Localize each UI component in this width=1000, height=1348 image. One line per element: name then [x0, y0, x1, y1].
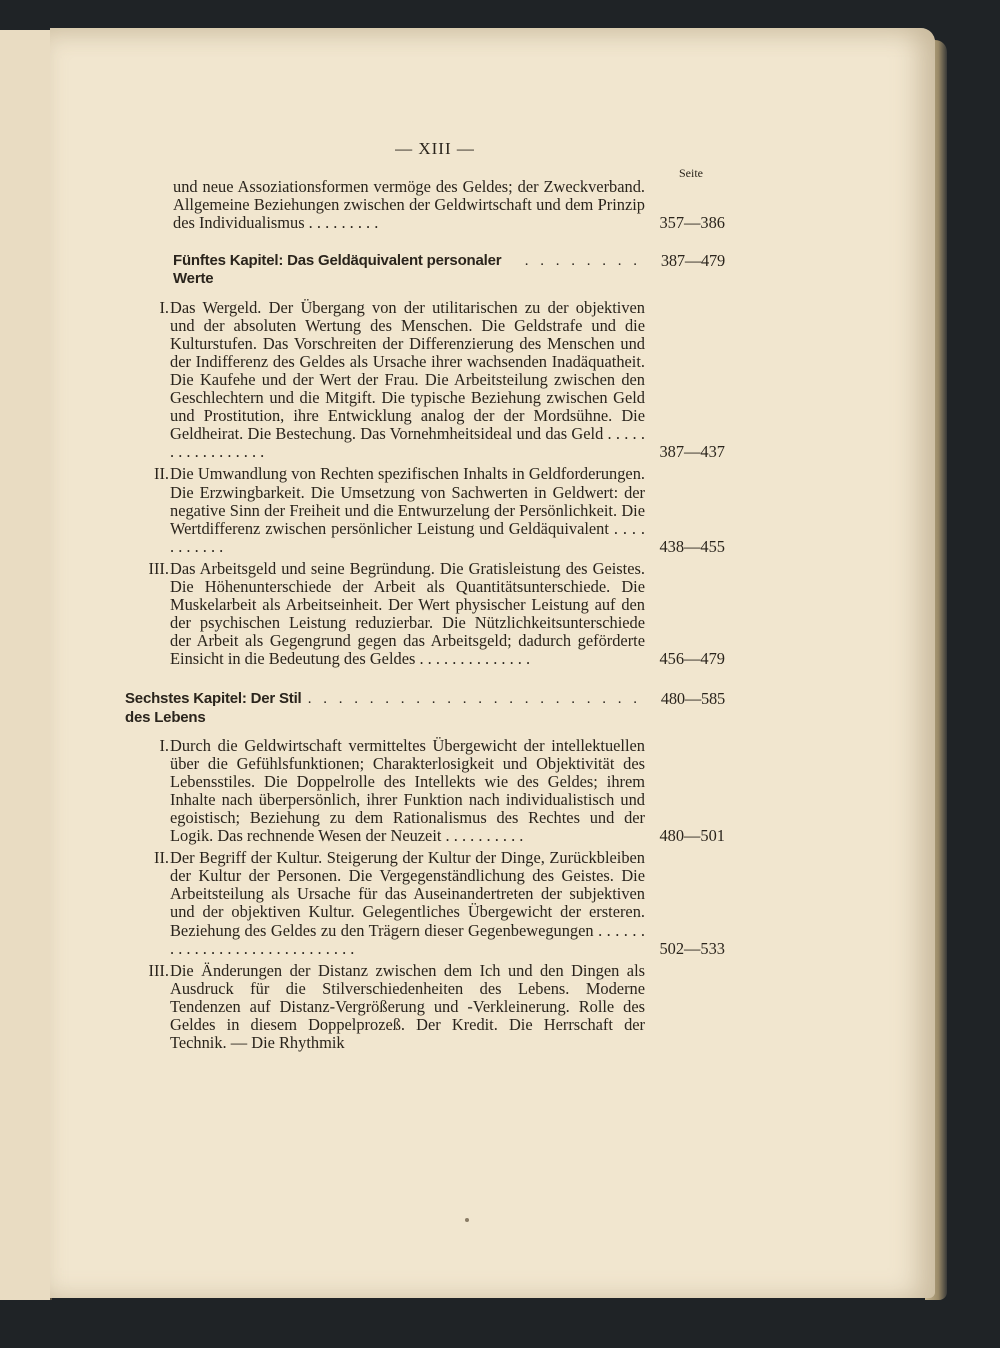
- toc-entry-text: [173, 178, 645, 232]
- section-text-content: Das Arbeitsgeld und seine Begründung. Die Gratisleistung des Geistes. Die Höhenunterschiede der Arbeit als Quantitätsunterschiede. Die Muskelarbeit als Arbeitseinheit. Der Wert physischer Leistung auf den der psychischen Leistung reduzierbar. Die Nützlichkeitsunterschiede der Arbeit als Gegengrund gegen das Arbeitsgeld; dadurch geförderte Einsicht in die Bedeutung des Geldes: [170, 558, 645, 669]
- section-text: [170, 560, 645, 669]
- section-numeral: III.: [148, 558, 169, 578]
- section-text: [170, 962, 645, 1052]
- page-number: — XIII —: [395, 139, 475, 158]
- toc-section: [125, 849, 725, 958]
- leader-dots: . . . . . . . . . . . . . . . . .: [170, 424, 645, 462]
- toc-section: [125, 299, 725, 462]
- paper-speck: [465, 1218, 469, 1222]
- facing-page-edge: [0, 30, 52, 1300]
- leader-dots: . . . . . . . . . . . . . . . . . . . . . .: [307, 691, 641, 708]
- toc-entry-intro: [125, 178, 725, 232]
- toc-section: [125, 465, 725, 555]
- section-text-content: Das Wergeld. Der Übergang von der utilitarischen zu der objektiven und der absoluten Wertung des Menschen. Die Geldstrafe und die Kulturstufen. Das Vorschreiten der Differenzierung des Menschen und der Indifferenz des Geldes als Ursache ihrer wachsenden Inadäquatheit. Die Kaufehe und der Wert der Frau. Die Arbeitsteilung zwischen den Geschlechtern und die Mitgift. Die typische Beziehung zwischen Geld und Prostitution, ihre Entwicklung analog der der Mordsühne. Die Geldheirat. Die Bestechung. Das Vornehmheitsideal und das Geld: [170, 297, 645, 444]
- section-text: [170, 465, 645, 555]
- section-pages: 480—501: [659, 826, 725, 846]
- leader-dots: . . . . . . . . . . . . . .: [415, 649, 531, 669]
- chapter-title: Fünftes Kapitel: Das Geldäquivalent personaler Werte: [173, 252, 502, 288]
- section-numeral: II.: [153, 848, 169, 868]
- leader-dots: . . . . . . . .: [524, 253, 641, 270]
- section-text-content: Durch die Geldwirtschaft vermitteltes Übergewicht der intellektuellen über die Gefühlsfunktionen; Charakterlosigkeit und Objektivität des Lebensstiles. Die Doppelrolle des Intellekts wie des Geldes; ihrem Inhalte nach überpersönlich, ihrer Funktion nach individualistisch und egoistisch; Beziehung zu dem Rationalismus des Rechtes und der Logik. Das rechnende Wesen der Neuzeit: [170, 735, 645, 846]
- section-text: [170, 849, 645, 958]
- section-text: [170, 737, 645, 846]
- chapter-title: Sechstes Kapitel: Der Stil des Lebens: [125, 690, 302, 726]
- chapter-heading-5: [125, 252, 725, 288]
- section-numeral: II.: [153, 464, 169, 484]
- toc-entry-text-content: und neue Assoziationsformen vermöge des Geldes; der Zweckverband. Allgemeine Beziehungen zwischen der Geldwirtschaft und dem Prinzip des Individualismus: [173, 177, 645, 233]
- toc-section: [125, 560, 725, 669]
- table-of-contents: [125, 140, 725, 1056]
- leader-dots: . . . . . . . . . . .: [170, 518, 645, 556]
- toc-section: [125, 737, 725, 846]
- toc-entry-pages: 357—386: [659, 213, 725, 233]
- leader-dots: . . . . . . . . . .: [441, 826, 524, 846]
- section-pages: 387—437: [659, 442, 725, 462]
- section-text-content: Die Umwandlung von Rechten spezifischen Inhalts in Geldforderungen. Die Erzwingbarkeit. Die Umsetzung von Sachwerten in Geldwert: der negative Sinn der Freiheit und die Entwurzelung der Persönlichkeit. Die Wertdifferenz zwischen persönlicher Leistung und Geldäquivalent: [170, 464, 645, 538]
- chapter-pages: 480—585: [660, 689, 725, 709]
- chapter-heading-6: [125, 690, 725, 726]
- section-pages: 456—479: [659, 649, 725, 669]
- section-text-content: Der Begriff der Kultur. Steigerung der Kultur der Dinge, Zurückbleiben der Kultur der Personen. Die Vergegenständlichung des Geistes. Die Arbeitsteilung als Ursache für das Auseinandertreten der subjektiven und der objektiven Kultur. Gelegentliches Übergewicht der ersteren. Beziehung des Geldes zu den Trägern dieser Gegenbewegungen: [170, 848, 645, 940]
- section-pages: 502—533: [659, 938, 725, 958]
- section-text: [170, 299, 645, 462]
- section-pages: 438—455: [659, 536, 725, 556]
- toc-section: [125, 962, 725, 1052]
- chapter-pages: 387—479: [660, 251, 725, 271]
- section-numeral: III.: [148, 960, 169, 980]
- leader-dots: . . . . . . . . . . . . . . . . . . . . . . . . . . . . .: [170, 920, 645, 958]
- section-text-content: Die Änderungen der Distanz zwischen dem Ich und den Dingen als Ausdruck für die Stilverschiedenheiten des Lebens. Moderne Tendenzen auf Distanz-Vergrößerung und -Verkleinerung. Rolle des Geldes in diesem Doppelprozeß. Der Kredit. Die Herrschaft der Technik. — Die Rhythmik: [170, 960, 645, 1053]
- seite-column-label: Seite: [679, 166, 703, 181]
- leader-dots: . . . . . . . . .: [304, 213, 379, 233]
- section-numeral: I.: [159, 297, 169, 317]
- section-numeral: I.: [159, 735, 169, 755]
